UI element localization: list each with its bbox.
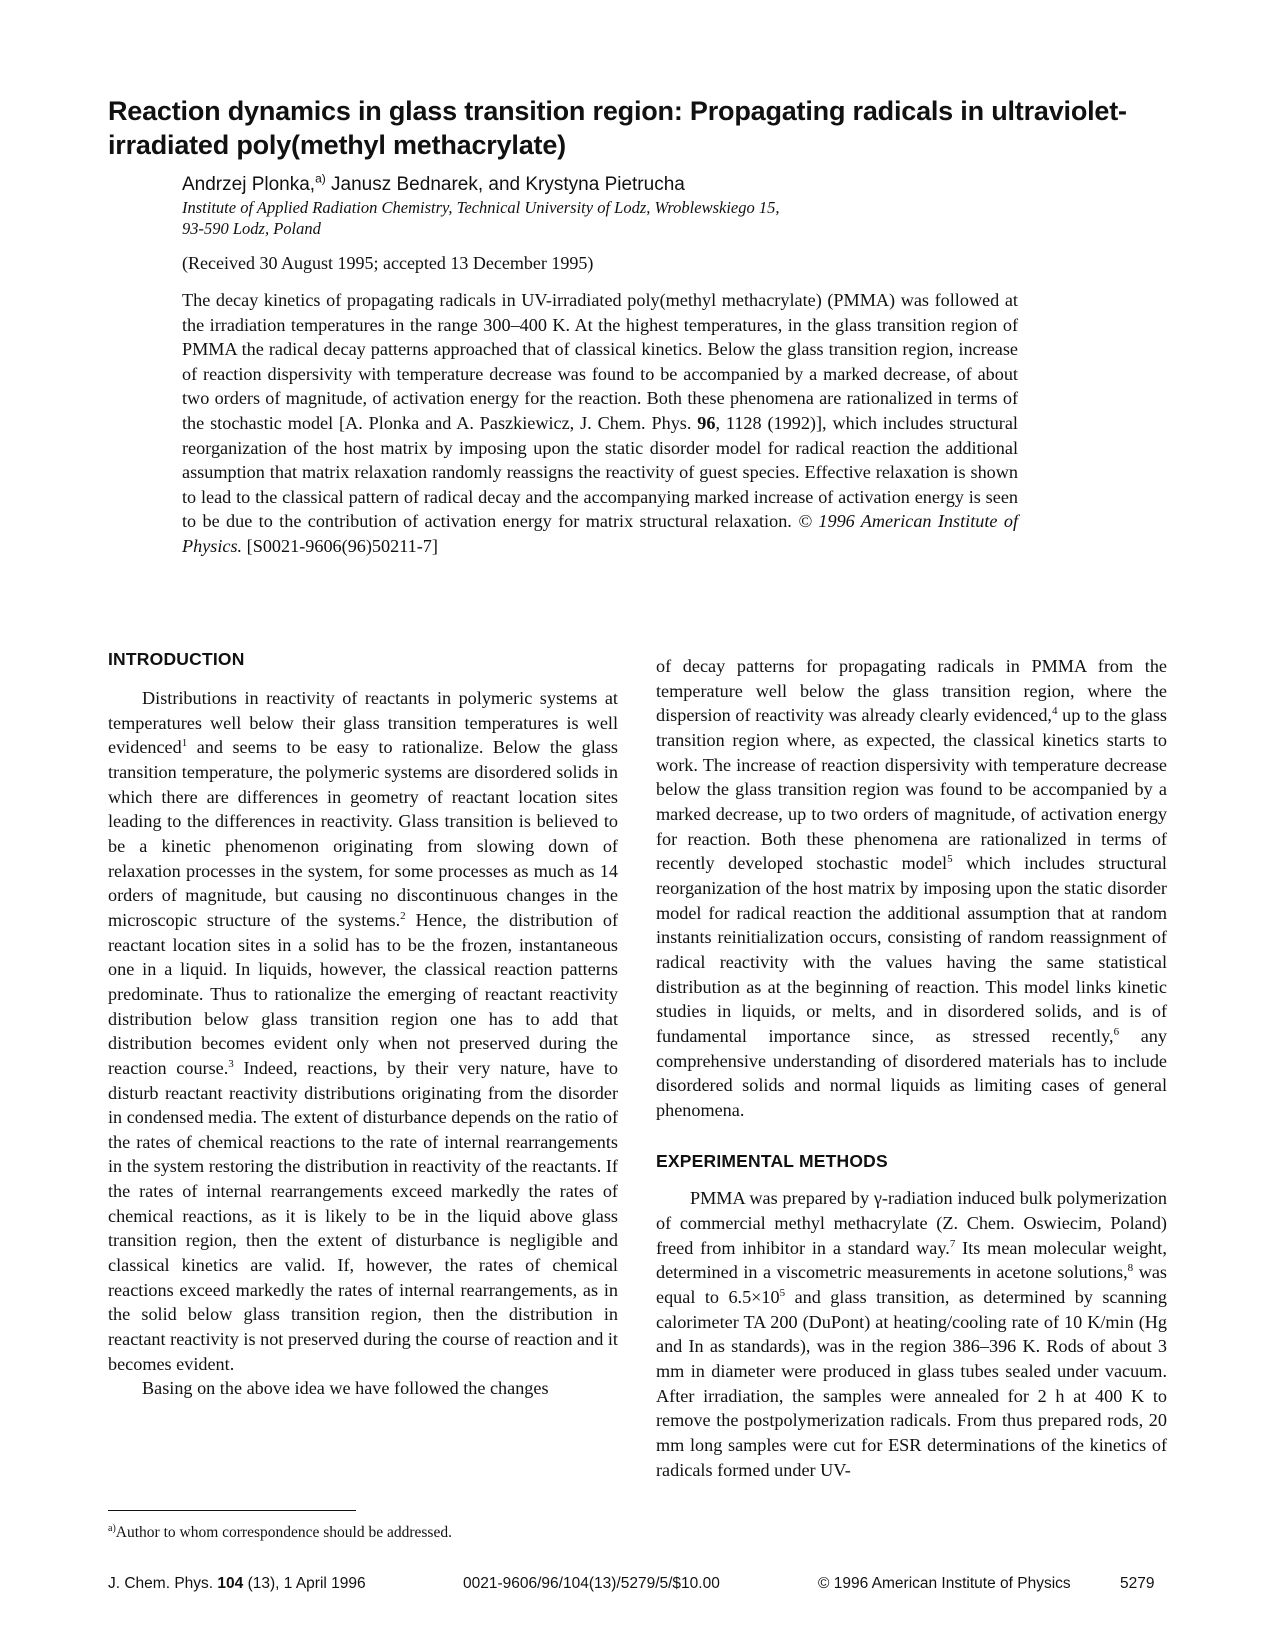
abstract-code: [S0021-9606(96)50211-7]	[242, 535, 438, 556]
introduction-paragraph-2-continued	[656, 654, 1167, 1122]
reference-4: 4	[1051, 705, 1058, 718]
intro-p2-text-c: which includes structural reorganization of the host matrix by imposing upon the static disorder model for radical reaction the additional assumption that at random instants reinitialization occurs, consisting of random reassignment of radical reactivity with the values having the same statistical distribution as at the beginning of reaction. This model links kinetic studies in liquids, or melts, and in disordered solids, and is of fundamental importance since, as stressed recently,	[656, 853, 1167, 1046]
methods-text-d: and glass transition, as determined by scanning calorimeter TA 200 (DuPont) at heating/cooling rate of 10 K/min (Hg and In as standards), was in the region 386–396 K. Rods of about 3 mm in diameter were produced in glass tubes sealed under vacuum. After irradiation, the samples were annealed for 2 h at 400 K to remove the postpolymerization radicals. From thus prepared rods, 20 mm long samples were cut for ESR determinations of the kinetics of radicals formed under UV-	[656, 1287, 1167, 1480]
left-column	[108, 648, 618, 1401]
reference-5: 5	[947, 853, 953, 866]
methods-text-b: Its mean molecular weight, determined in a viscometric measurements in acetone solutions,	[656, 1237, 1167, 1283]
journal-volume: 104	[217, 1575, 244, 1592]
methods-paragraph-1	[656, 1186, 1167, 1482]
footnote-mark: a)	[108, 1522, 116, 1534]
paper-title: Reaction dynamics in glass transition region: Propagating radicals in ultraviolet-irradiated poly(methyl methacrylate)	[108, 96, 1127, 160]
affiliation-line-2: 93-590 Lodz, Poland	[182, 219, 321, 238]
reference-1: 1	[181, 737, 188, 750]
reference-8: 8	[1127, 1262, 1134, 1275]
intro-p2-text-a: of decay patterns for propagating radicals in PMMA from the temperature well below the glass transition region, where the dispersion of reactivity was already clearly evidenced,	[656, 656, 1167, 726]
abstract-volume: 96	[697, 412, 716, 433]
article-code: 0021-9606/96/104(13)/5279/5/$10.00	[463, 1575, 720, 1592]
introduction-paragraph-1	[108, 686, 618, 1376]
journal-issue-date: (13), 1 April 1996	[243, 1575, 366, 1592]
footer-copyright: © 1996 American Institute of Physics	[818, 1575, 1071, 1592]
intro-p2-text-d: any comprehensive understanding of disordered materials has to include disordered solids and normal liquids as limiting cases of general phenomena.	[656, 1025, 1167, 1120]
intro-p1-text-d: Indeed, reactions, by their very nature, have to disturb reactant reactivity distributions originating from the disorder in condensed media. The extent of disturbance depends on the ratio of the rates of chemical reactions to the rate of internal rearrangements in the system restoring the distribution in reactivity of the reactants. If the rates of internal rearrangements exceed markedly the rates of chemical reactions, as it is likely to be in the liquid above glass transition region, then the extent of disturbance is negligible and classical kinetics are valid. If, however, the rates of chemical reactions exceed markedly the rates of internal rearrangements, as in the solid below glass transition region, then the distribution in reactant reactivity is not preserved during the course of reaction and it becomes evident.	[108, 1057, 618, 1374]
introduction-paragraph-2-start: Basing on the above idea we have followed the changes	[142, 1378, 549, 1399]
journal-citation	[108, 1574, 366, 1594]
footnote-text: Author to whom correspondence should be addressed.	[115, 1524, 452, 1541]
introduction-heading: INTRODUCTION	[108, 649, 245, 669]
author-rest: Janusz Bednarek, and Krystyna Pietrucha	[325, 174, 685, 195]
intro-p1-text-a: Distributions in reactivity of reactants in polymeric systems at temperatures well below their glass transition temperatures is well evidenced	[108, 688, 618, 758]
reference-3: 3	[228, 1057, 234, 1070]
footnote	[108, 1523, 618, 1543]
author-first: Andrzej Plonka,	[182, 174, 316, 195]
reference-6: 6	[1113, 1025, 1120, 1038]
abstract-copyright: © 1996 American Institute of Physics.	[182, 511, 1018, 556]
affiliation-line-1: Institute of Applied Radiation Chemistry, Technical University of Lodz, Wroblewskiego 15,	[182, 198, 780, 217]
abstract-text-a: The decay kinetics of propagating radicals in UV-irradiated poly(methyl methacrylate) (PMMA) was followed at the irradiation temperatures in the range 300–400 K. At the highest temperatures, in the glass transition region of PMMA the radical decay patterns approached that of classical kinetics. Below the glass transition region, increase of reaction dispersivity with temperature decrease was found to be accompanied by a marked decrease, of about two orders of magnitude, of activation energy for the reaction. Both these phenomena are rationalized in terms of the stochastic model [A. Plonka and A. Paszkiewicz, J. Chem. Phys.	[182, 290, 1018, 433]
abstract	[182, 288, 1018, 559]
methods-text-c: was equal to 6.5×10	[656, 1262, 1167, 1308]
intro-p1-text-b: and seems to be easy to rationalize. Below the glass transition temperature, the polymeric systems are disordered solids in which there are differences in geometry of reactant location sites leading to the differences in reactivity. Glass transition is believed to be a kinetic phenomenon originating from slowing down of relaxation processes in the system, for some processes as much as 14 orders of magnitude, but causing no discontinuous changes in the microscopic structure of the systems.	[108, 737, 618, 930]
intro-p2-text-b: up to the glass transition region where, as expected, the classical kinetics starts to work. The increase of reaction dispersivity with temperature decrease below the glass transition region was found to be accompanied by a marked decrease, up to two orders of magnitude, of activation energy for reaction. Both these phenomena are rationalized in terms of recently developed stochastic model	[656, 705, 1167, 874]
page-number: 5279	[1120, 1575, 1155, 1592]
author-list	[182, 171, 1082, 196]
abstract-text-b: , 1128 (1992)], which includes structural reorganization of the host matrix by imposing upon the static disorder model for radical reaction the additional assumption that matrix relaxation randomly reassigns the reactivity of guest species. Effective relaxation is shown to lead to the classical pattern of radical decay and the accompanying marked increase of activation energy is seen to be due to the contribution of activation energy for matrix structural relaxation.	[182, 412, 1018, 532]
journal-name: J. Chem. Phys.	[108, 1575, 218, 1592]
author-footnote-mark: a)	[315, 171, 326, 186]
reference-7: 7	[949, 1237, 956, 1250]
affiliation	[182, 197, 1082, 239]
right-column	[656, 654, 1167, 1482]
reference-2: 2	[400, 909, 406, 922]
received-dates: (Received 30 August 1995; accepted 13 December 1995)	[182, 253, 594, 273]
footnote-divider	[108, 1510, 356, 1511]
exponent: 5	[779, 1287, 786, 1300]
methods-heading: EXPERIMENTAL METHODS	[656, 1151, 888, 1172]
intro-p1-text-c: Hence, the distribution of reactant location sites in a solid has to be the frozen, instantaneous one in a liquid. In liquids, however, the classical reaction patterns predominate. Thus to rationalize the emerging of reactant reactivity distribution below glass transition region one has to add that distribution becomes evident only when not preserved during the reaction course.	[108, 909, 618, 1078]
methods-text-a: PMMA was prepared by γ-radiation induced bulk polymerization of commercial methyl methacrylate (Z. Chem. Oswiecim, Poland) freed from inhibitor in a standard way.	[656, 1188, 1167, 1258]
